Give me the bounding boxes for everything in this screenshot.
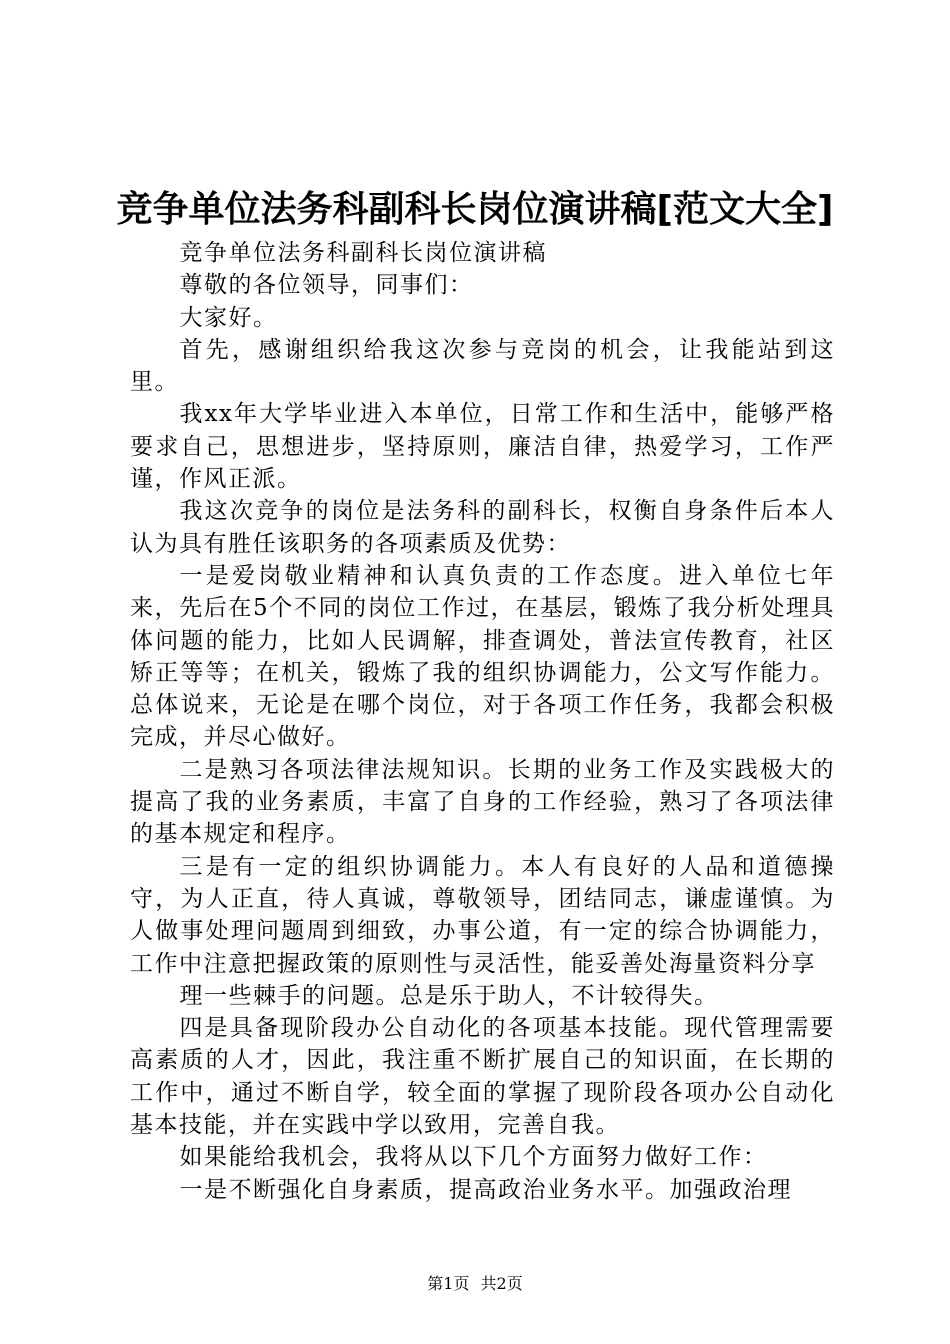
document-body xyxy=(130,237,835,1206)
paragraph-greeting: 大家好。 xyxy=(179,304,278,331)
paragraph-strength-3-cont: 理一些棘手的问题。总是乐于助人，不计较得失。 xyxy=(179,982,719,1009)
paragraph-thanks: 首先，感谢组织给我这次参与竞岗的机会，让我能站到这里。 xyxy=(130,336,835,396)
paragraph-background: 我xx年大学毕业进入本单位，日常工作和生活中，能够严格要求自己，思想进步，坚持原则，廉洁自律，热爱学习，工作严谨，作风正派。 xyxy=(130,401,835,493)
page-total: 共2页 xyxy=(480,1274,523,1293)
paragraph-strength-3: 三是有一定的组织协调能力。本人有良好的人品和道德操守，为人正直，待人真诚，尊敬领导，团结同志，谦虚谨慎。为人做事处理问题周到细致，办事公道，有一定的综合协调能力，工作中注意把握政策的原则性与灵活性，能妥善处海量资料分享 xyxy=(130,853,835,977)
paragraph-salutation: 尊敬的各位领导，同事们： xyxy=(179,272,474,299)
paragraph-plan-1: 一是不断强化自身素质，提高政治业务水平。加强政治理 xyxy=(179,1176,792,1203)
paragraph-plan-intro: 如果能给我机会，我将从以下几个方面努力做好工作： xyxy=(179,1144,768,1171)
document-title: 竞争单位法务科副科长岗位演讲稿[范文大全] xyxy=(116,189,834,230)
paragraph-strength-4: 四是具备现阶段办公自动化的各项基本技能。现代管理需要高素质的人才，因此，我注重不断扩展自己的知识面，在长期的工作中，通过不断自学，较全面的掌握了现阶段各项办公自动化基本技能，并在实践中学以致用，完善自我。 xyxy=(130,1015,835,1139)
page-number: 第1页 xyxy=(427,1274,470,1293)
paragraph-strength-2: 二是熟习各项法律法规知识。长期的业务工作及实践极大的提高了我的业务素质，丰富了自身的工作经验，熟习了各项法律的基本规定和程序。 xyxy=(130,756,835,848)
paragraph-subtitle: 竞争单位法务科副科长岗位演讲稿 xyxy=(179,240,547,266)
paragraph-strength-1: 一是爱岗敬业精神和认真负责的工作态度。进入单位七年来，先后在5个不同的岗位工作过，在基层，锻炼了我分析处理具体问题的能力，比如人民调解，排查调处，普法宣传教育，社区矫正等等；在机关，锻炼了我的组织协调能力，公文写作能力。总体说来，无论是在哪个岗位，对于各项工作任务，我都会积极完成，并尽心做好。 xyxy=(130,562,835,751)
page-footer xyxy=(0,1274,950,1294)
paragraph-position: 我这次竞争的岗位是法务科的副科长，权衡自身条件后本人认为具有胜任该职务的各项素质及优势： xyxy=(130,498,835,557)
